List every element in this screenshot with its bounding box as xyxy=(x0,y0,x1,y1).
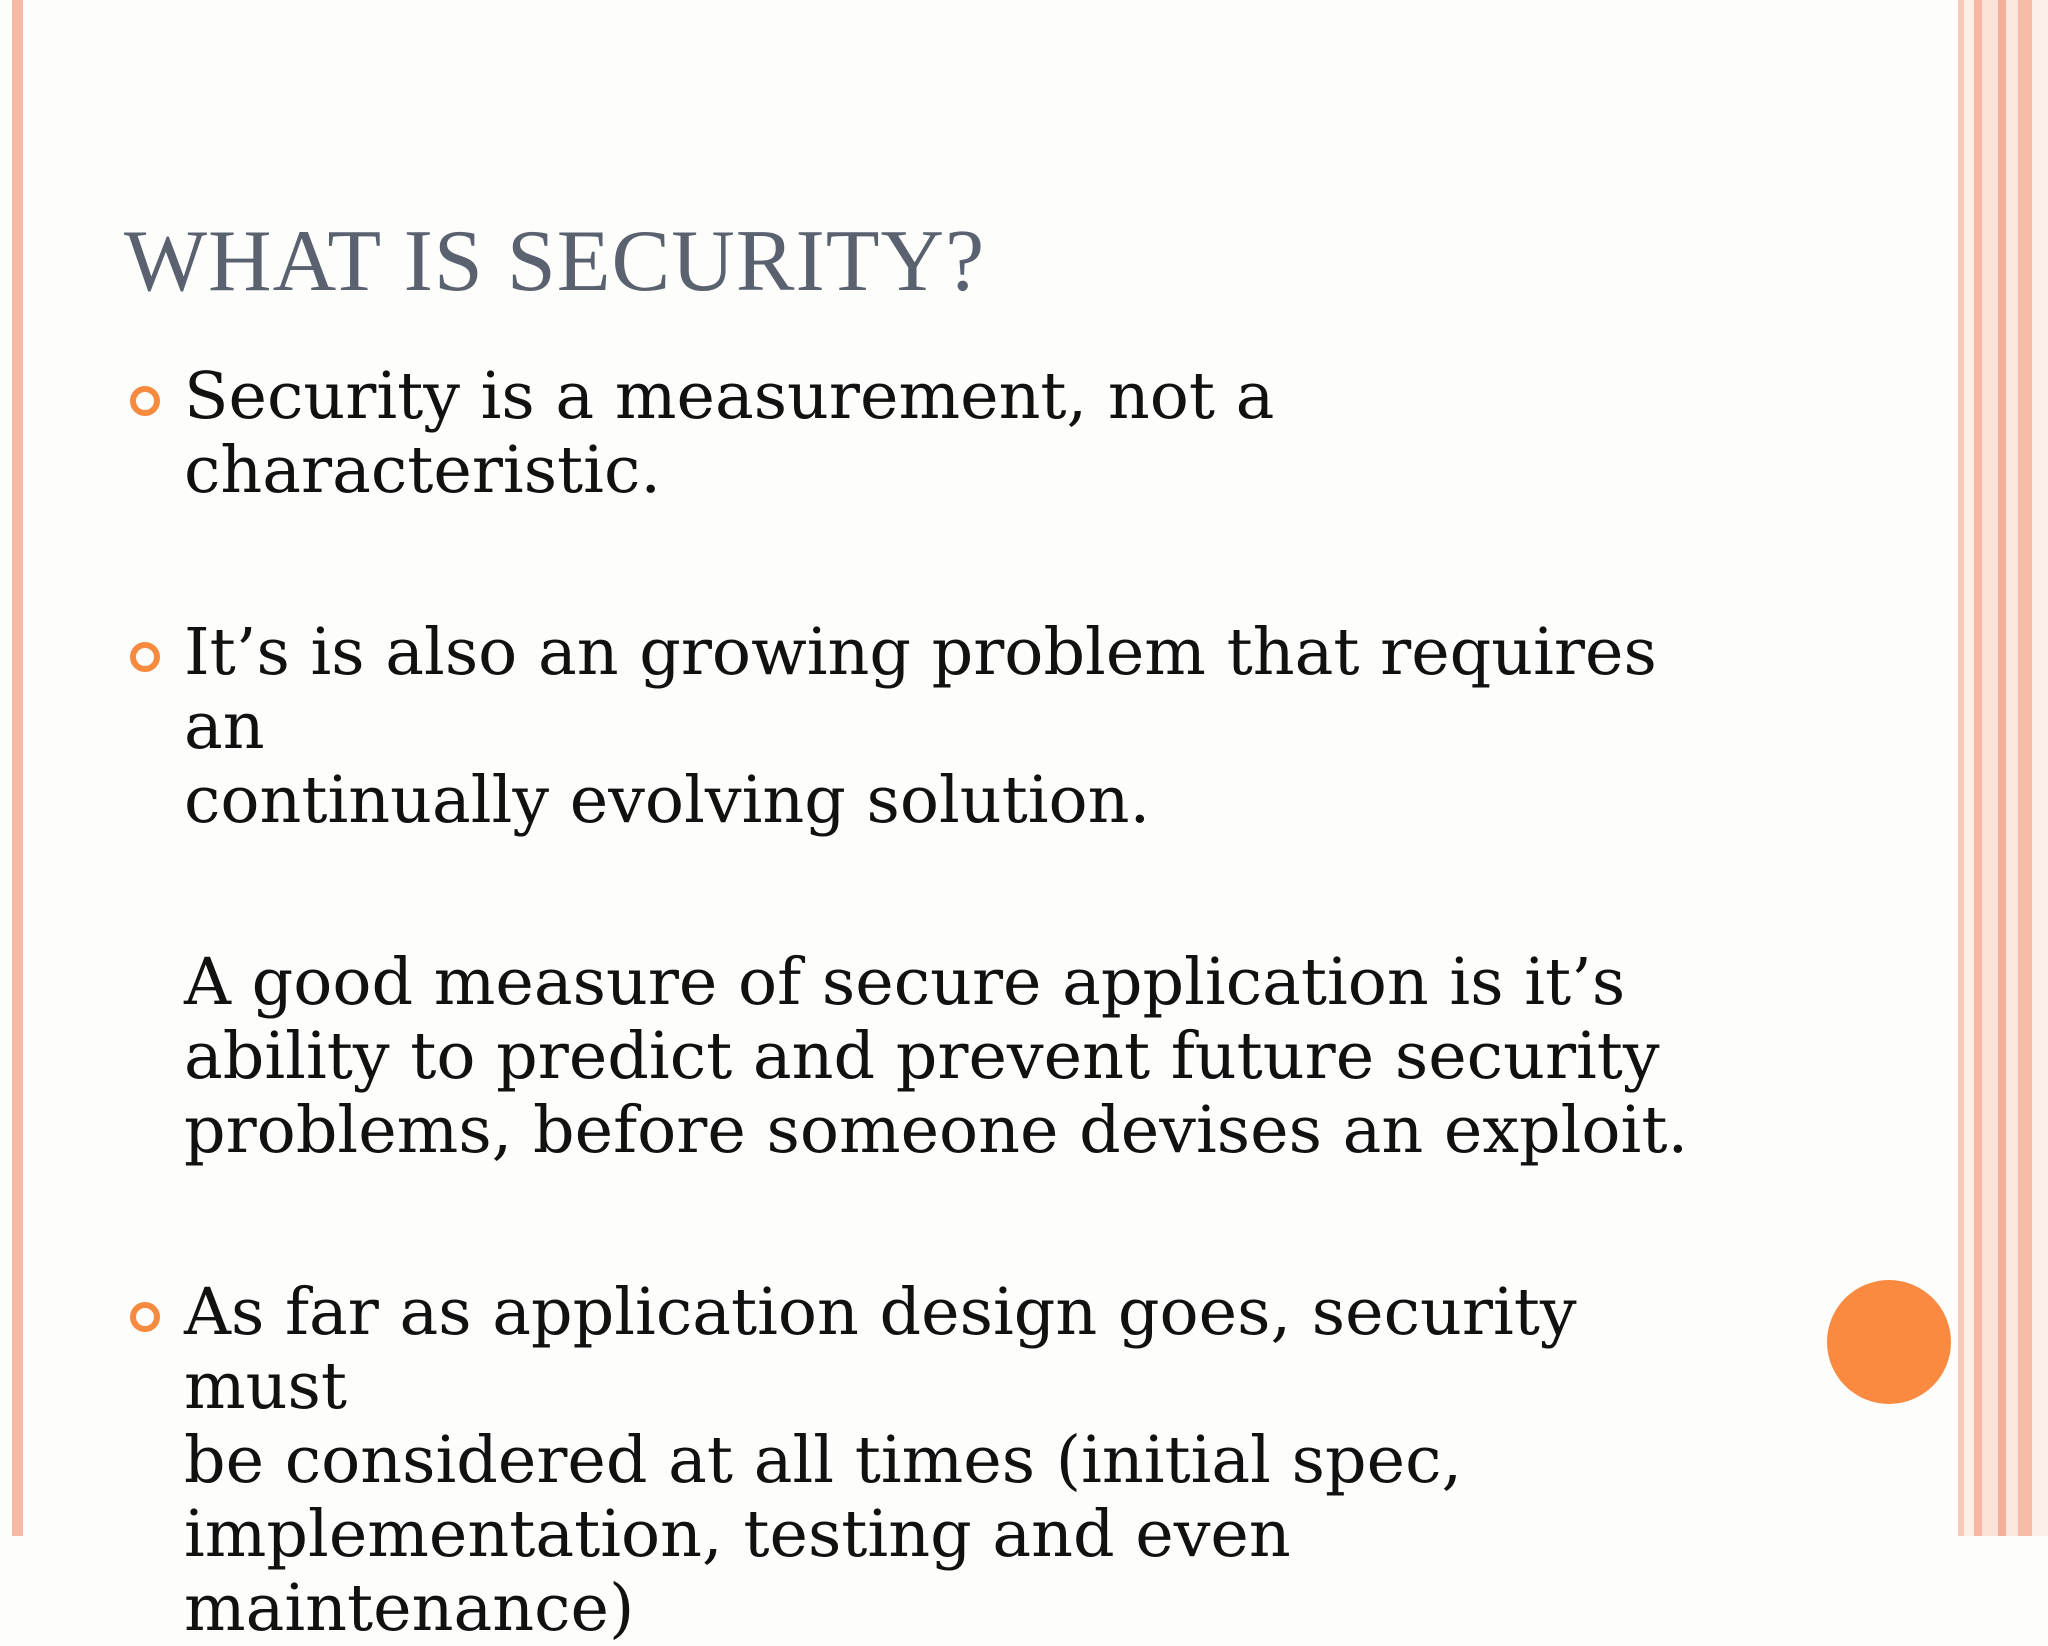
orange-circle-decoration xyxy=(1827,1280,1951,1404)
border-band xyxy=(2032,0,2048,1536)
right-border-bands xyxy=(1958,0,2048,1536)
bullet-text: Security is a measurement, not a characteristic. xyxy=(184,359,1275,508)
border-band xyxy=(1998,0,2006,1536)
bullet-text: As far as application design goes, security must be considered at all times (initial spec, implementation, testing and even maintenance) xyxy=(184,1275,1577,1646)
border-band xyxy=(1982,0,1998,1536)
border-band xyxy=(1974,0,1982,1536)
hollow-circle-bullet-icon xyxy=(130,1302,160,1332)
bullet-item-1 xyxy=(130,360,1730,508)
hollow-circle-bullet-icon xyxy=(130,386,160,416)
paragraph-item xyxy=(130,946,1730,1168)
bullet-item-2 xyxy=(130,616,1730,838)
paragraph-text: A good measure of secure application is it’s ability to predict and prevent future security problems, before someone devises an exploit. xyxy=(184,945,1689,1168)
bullet-list xyxy=(130,360,1730,1646)
hollow-circle-bullet-icon xyxy=(130,642,160,672)
slide-title: WHAT IS SECURITY? xyxy=(124,213,986,310)
border-band xyxy=(2018,0,2032,1536)
bullet-item-3 xyxy=(130,1276,1730,1646)
bullet-text: It’s is also an growing problem that requires an continually evolving solution. xyxy=(184,615,1657,838)
border-band xyxy=(2006,0,2018,1536)
border-band xyxy=(1964,0,1974,1536)
left-border-stripe xyxy=(12,0,23,1536)
